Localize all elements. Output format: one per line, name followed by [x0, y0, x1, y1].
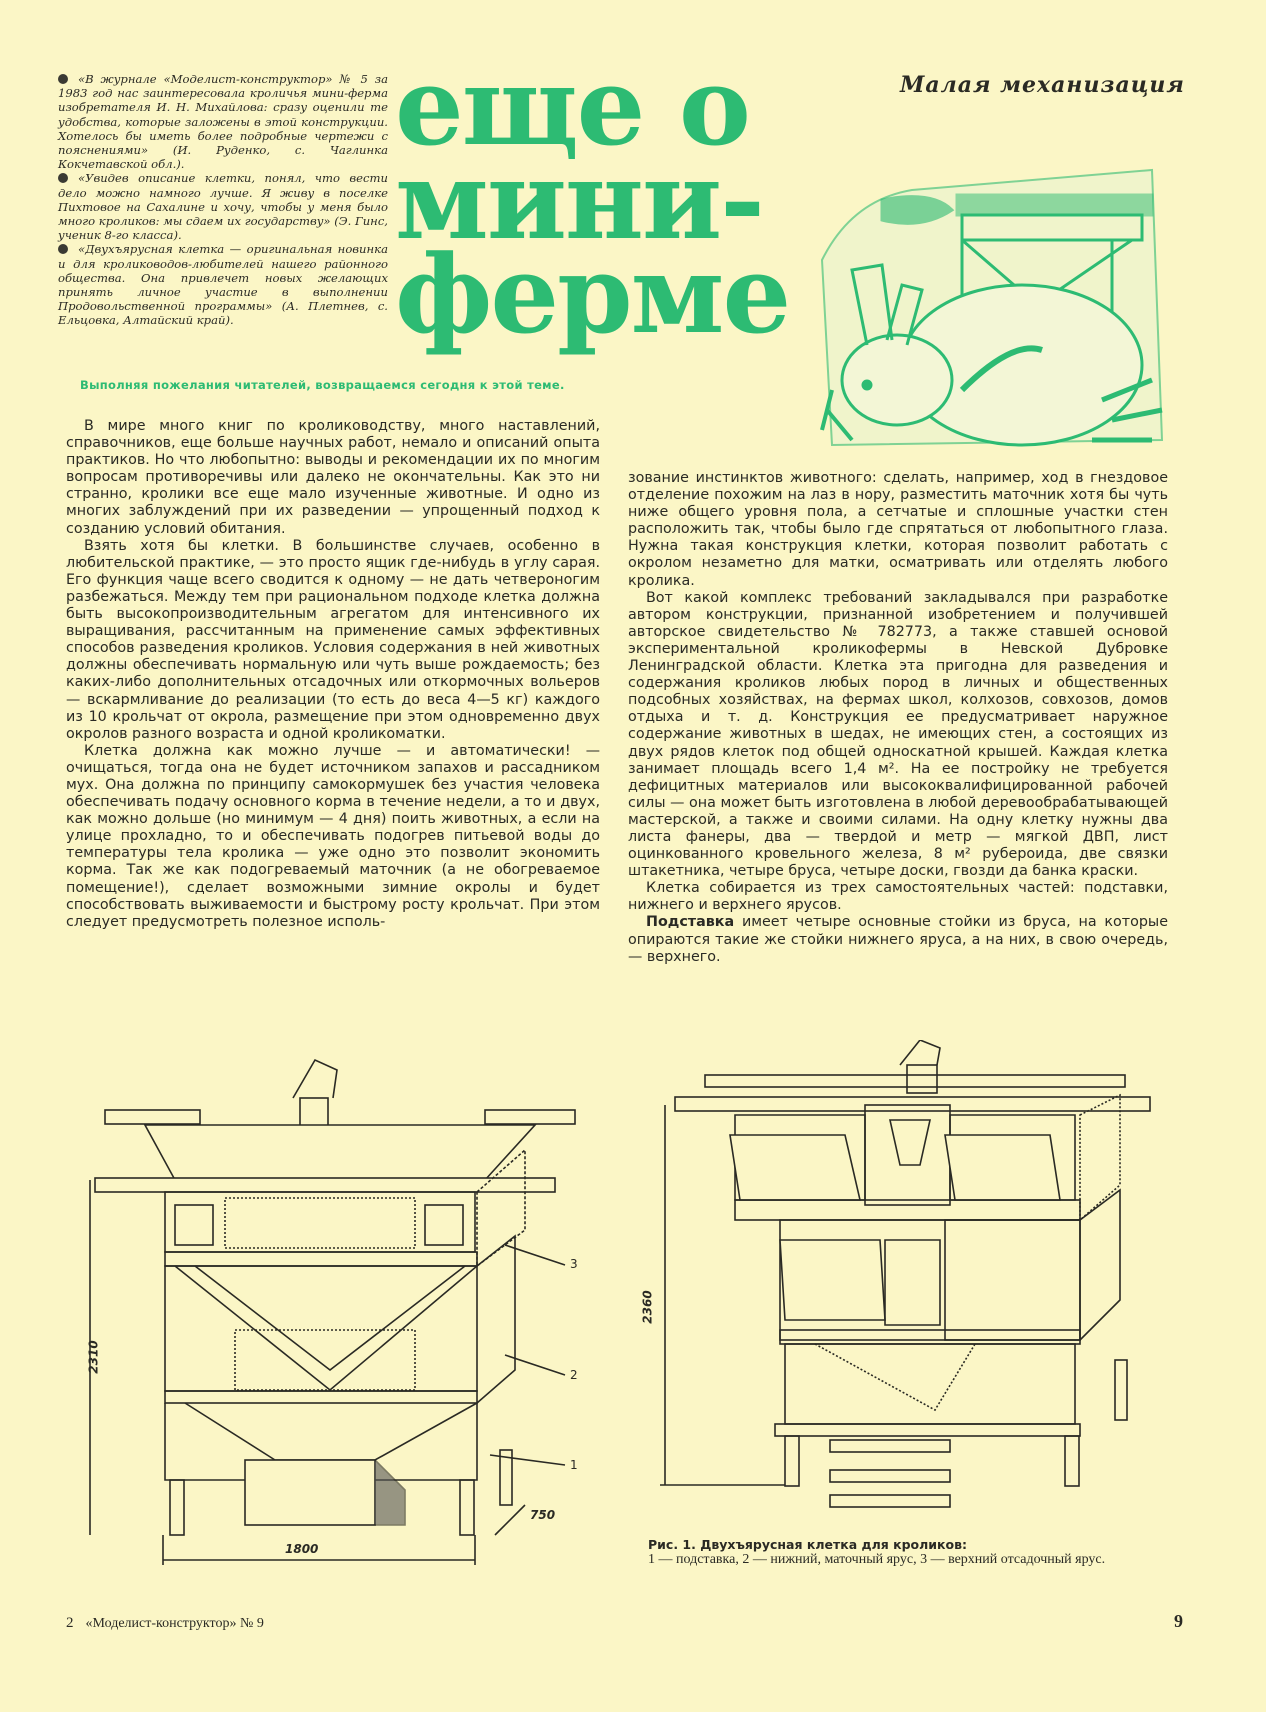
quote-2: «Увидев описание клетки, понял, что вести дело можно намного лучше. Я живу в поселке Пихтовое на Сахалине и хочу, чтобы у меня было много кроликов: мы сдаем их государству» (Э. Гинс, ученик 8-го класса). [58, 171, 388, 243]
quote-1: «В журнале «Моделист-конструктор» № 5 за 1983 год нас заинтересовала кроличья мини-ферма изобретателя И. Н. Михайлова: сразу оценили те удобства, которые заложены в этой конструкции. Хотелось бы иметь более подробные чертежи с пояснениями» (И. Руденко, с. Чаглинка Кокчетавской обл.). [58, 72, 388, 172]
rabbit-illustration [812, 140, 1172, 452]
height-dimension: 2310 [86, 1340, 101, 1374]
footer [66, 1615, 264, 1632]
cage-rear-drawing [645, 1040, 1205, 1520]
paragraph: Взять хотя бы клетки. В большинстве случаев, особенно в любительской практике, — это просто ящик где-нибудь в углу сарая. Его функция чаще всего сводится к одному — не дать четвероногим разбежаться. Между тем при рациональном подходе клетка должна быть высокопроизводительным агрегатом для интенсивного их выращивания, рассчитанным на применение самых эффективных способов разведения кроликов. Условия содержания в ней животных должны обеспечивать нормальную или чуть выше рождаемость; без каких-либо дополнительных отсадочных или откормочных вольеров — вскармливание до реализации (то есть до веса 4—5 кг) каждого из 10 крольчат от окрола, размещение при этом одновременно двух окролов разного возраста и одной кроликоматки. [66, 537, 600, 742]
page-number: 9 [1174, 1611, 1183, 1631]
callout-1: 1 [570, 1458, 578, 1472]
journal-name: «Моделист-конструктор» № 9 [85, 1616, 264, 1631]
article-column-2 [628, 470, 1168, 966]
callout-2: 2 [570, 1368, 578, 1382]
headline-line-3: ферме [395, 232, 790, 358]
bullet-icon [58, 244, 68, 254]
caption-title: Рис. 1. Двухъярусная клетка для кроликов: [648, 1537, 968, 1552]
paragraph: Подставка имеет четыре основные стойки из бруса, на которые опираются такие же стойки нижнего яруса, а на них, в свою очередь, — верхнего. [628, 914, 1168, 965]
callout-3: 3 [570, 1257, 578, 1271]
paragraph: Клетка должна как можно лучше — и автоматически! — очищаться, тогда она не будет источником запахов и рассадником мух. Она должна по принципу самокормушек без участия человека обеспечивать подачу основного корма в течение недели, а то и двух, как можно дольше (но минимум — 4 дня) поить животных, а если на улице прохладно, то и обеспечивать подогрев питьевой воды до температуры тела кролика — уже одно это позволит экономить корма. Так же как подогреваемый маточник (а не обогреваемое помещение!), сделает возможными зимние окролы и будет способствовать выживаемости и быстрому росту крольчат. При этом следует предусмотреть полезное исполь- [66, 742, 600, 930]
paragraph: В мире много книг по кролиководству, много наставлений, справочников, еще больше научных работ, немало и описаний опыта практиков. Но что любопытно: выводы и рекомендации их по многим вопросам противоречивы или далеко не окончательны. Как это ни странно, кролики все еще мало изученные животные. И одно из многих заблуждений при их разведении — упрощенный подход к созданию условий обитания. [66, 418, 600, 537]
height-dimension: 2360 [640, 1290, 655, 1324]
paragraph: Вот какой комплекс требований закладывался при разработке автором конструкции, признанной изобретением и получившей авторское свидетельство № 782773, а также ставшей основой экспериментальной кроликофермы в Невской Дубровке Ленинградской области. Клетка эта пригодна для разведения и содержания кроликов любых пород в личных и общественных подсобных хозяйствах, на фермах школ, колхозов, совхозов, домов отдыха и т. д. Конструкция ее предусматривает наружное содержание животных в шедах, не имеющих стен, а состоящих из двух рядов клеток под общей односкатной крышей. Каждая клетка занимает площадь всего 1,4 м². На ее постройку не требуется дефицитных материалов или высококвалифицированной рабочей силы — она может быть изготовлена в любой деревообрабатывающей мастерской, а также и своими силами. На одну клетку нужны два листа фанеры, два — твердой и метр — мягкой ДВП, лист оцинкованного кровельного железа, 8 м² рубероида, две связки штакетника, четыре бруса, четыре доски, гвозди да банка краски. [628, 589, 1168, 880]
cage-front-drawing [75, 1050, 605, 1590]
figure-1-cage-drawing [75, 1050, 605, 1590]
reader-quotes [58, 72, 388, 328]
paragraph: Клетка собирается из трех самостоятельных частей: подставки, нижнего и верхнего ярусов. [628, 880, 1168, 914]
section-rubric: Малая механизация [900, 72, 1185, 98]
footer-page-left: 2 [66, 1615, 74, 1631]
bullet-icon [58, 74, 68, 84]
term-podstavka: Подставка [646, 914, 735, 931]
width-dimension: 1800 [285, 1542, 319, 1556]
paragraph: зование инстинктов животного: сделать, например, ход в гнездовое отделение похожим на лаз в нору, разместить маточник хотя бы чуть ниже общего уровня пола, а сетчатые и сплошные участки стен расположить так, чтобы было где спрятаться от любопытного глаза. Нужна такая конструкция клетки, которая позволит работать с окролом незаметно для матки, осматривать или отделять любого кролика. [628, 470, 1168, 589]
article-column-1 [66, 418, 600, 931]
bullet-icon [58, 173, 68, 183]
figure-2-cage-drawing [640, 1040, 1205, 1520]
headline-line-2: мини- [395, 138, 763, 264]
headline [395, 44, 790, 358]
quote-3: «Двухъярусная клетка — оригинальная новинка и для кролиководов-любителей нашего районного общества. Она привлечет новых желающих принять личное участие в выполнении Продовольственной программы» (А. Плетнев, с. Ельцовка, Алтайский край). [58, 242, 388, 328]
lead-text: Выполняя пожелания читателей, возвращаемся сегодня к этой теме. [80, 378, 565, 392]
depth-dimension: 750 [530, 1508, 556, 1522]
caption-text: 1 — подставка, 2 — нижний, маточный ярус, 3 — верхний отсадочный ярус. [648, 1551, 1106, 1567]
figure-caption [648, 1538, 1178, 1567]
headline-line-1: еще о [395, 44, 749, 170]
